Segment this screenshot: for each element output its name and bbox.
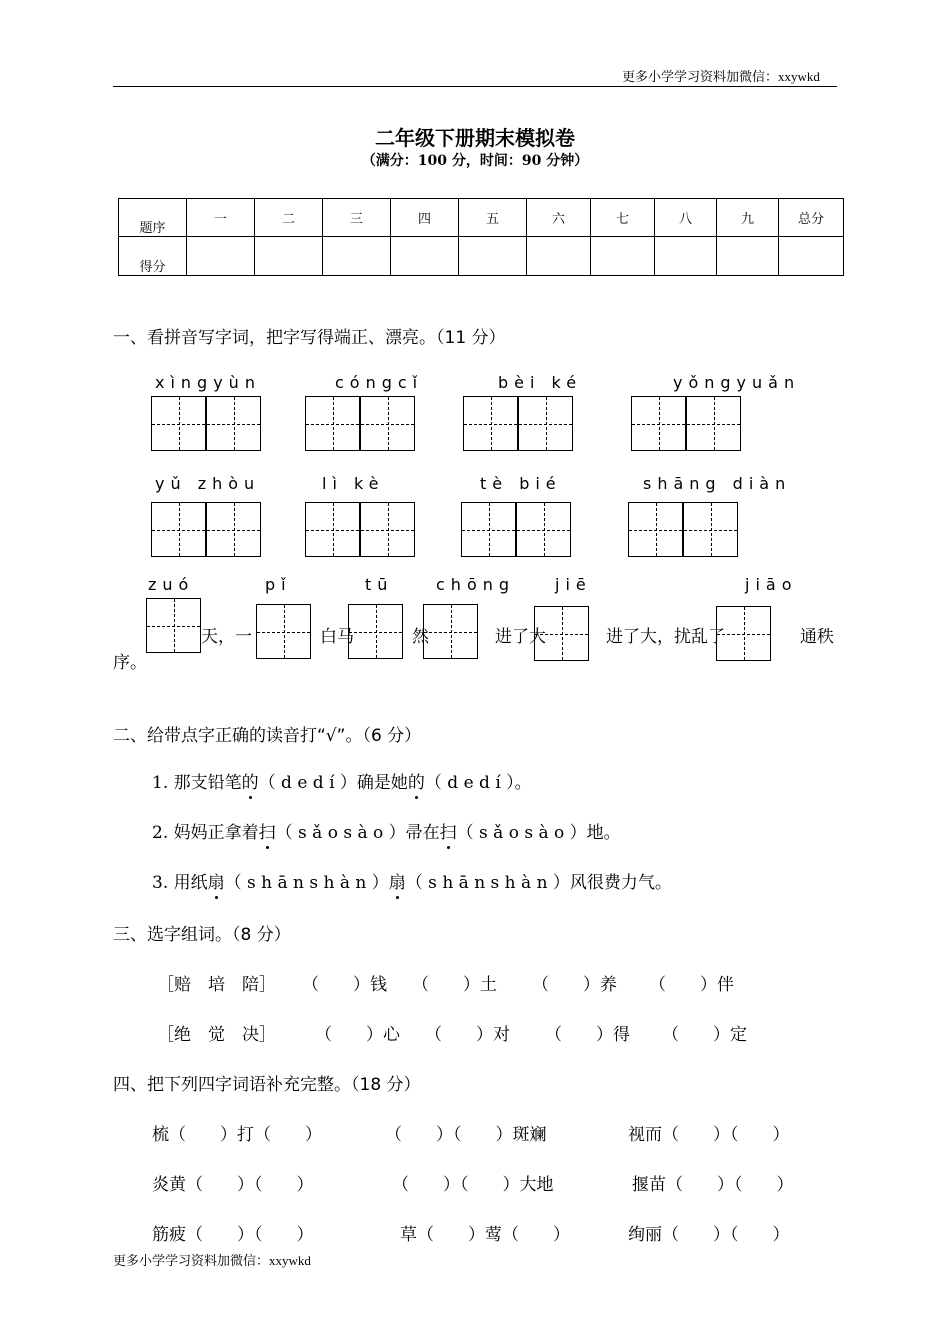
section3-title: 三、选字组词。（8 分） xyxy=(113,925,291,945)
writing-box[interactable] xyxy=(305,502,360,557)
score-header-cell: 六 xyxy=(527,199,591,237)
word-blank[interactable]: （ ）伴 xyxy=(649,975,734,995)
writing-box[interactable] xyxy=(716,606,771,661)
q3-text-c[interactable]: （ s h ā n s h à n ）风很费力气。 xyxy=(405,873,672,893)
section1-title: 一、看拼音写字词，把字写得端正、漂亮。（11 分） xyxy=(113,328,506,348)
pinyin-label: bèi ké xyxy=(498,373,583,392)
idiom-blank[interactable]: 炎黄（ ）（ ） xyxy=(152,1175,314,1195)
writing-box[interactable] xyxy=(686,396,741,451)
score-header-cell: 八 xyxy=(655,199,717,237)
writing-box[interactable] xyxy=(518,396,573,451)
dotted-char: 扇 xyxy=(388,873,406,893)
pinyin-label: cóngcǐ xyxy=(335,373,424,392)
score-cell[interactable] xyxy=(459,237,527,276)
writing-box[interactable] xyxy=(463,396,518,451)
q2-text-a: 2. 妈妈正拿着 xyxy=(152,823,259,843)
writing-box[interactable] xyxy=(146,598,201,653)
dotted-char: 扇 xyxy=(207,873,225,893)
sentence-text: 进了大 xyxy=(495,627,546,647)
writing-box[interactable] xyxy=(151,502,206,557)
idiom-blank[interactable]: 绚丽（ ）（ ） xyxy=(628,1225,790,1245)
sentence-text: 通秩 xyxy=(800,627,834,647)
question-1 xyxy=(152,768,532,793)
word-blank[interactable]: （ ）钱 xyxy=(302,975,387,995)
q1-text-c[interactable]: （ d e d í ）。 xyxy=(424,773,532,793)
score-row-label: 得分 xyxy=(119,237,187,276)
score-cell[interactable] xyxy=(323,237,391,276)
pinyin-label: jiāo xyxy=(745,575,798,594)
pinyin-label: tè bié xyxy=(480,474,562,493)
pinyin-label: zuó xyxy=(148,575,195,594)
writing-box[interactable] xyxy=(516,502,571,557)
score-cell[interactable] xyxy=(527,237,591,276)
pinyin-label: xìngyùn xyxy=(155,373,261,392)
section4-title: 四、把下列四字词语补充完整。（18 分） xyxy=(113,1075,421,1095)
score-header-cell: 二 xyxy=(255,199,323,237)
score-header-cell: 七 xyxy=(591,199,655,237)
header-rule xyxy=(113,86,837,87)
pinyin-label: tū xyxy=(365,575,394,594)
idiom-blank[interactable]: 梳（ ）打（ ） xyxy=(152,1125,322,1145)
q3-text-a: 3. 用纸 xyxy=(152,873,208,893)
writing-box[interactable] xyxy=(348,604,403,659)
word-blank[interactable]: （ ）养 xyxy=(532,975,617,995)
dotted-char: 的 xyxy=(407,773,425,793)
q2-text-c[interactable]: （ s ǎ o s à o ）地。 xyxy=(456,823,621,843)
section2-title: 二、给带点字正确的读音打“√”。（6 分） xyxy=(113,726,422,746)
score-header-cell: 总分 xyxy=(779,199,844,237)
score-cell[interactable] xyxy=(717,237,779,276)
score-cell[interactable] xyxy=(591,237,655,276)
footer-note: 更多小学学习资料加微信：xxywkd xyxy=(113,1253,311,1268)
sentence-text: 进了大，扰乱了 xyxy=(606,627,725,647)
idiom-blank[interactable]: 揠苗（ ）（ ） xyxy=(632,1175,794,1195)
char-group: ［赔 培 陪］ xyxy=(157,975,276,995)
idiom-blank[interactable]: 草（ ）莺（ ） xyxy=(400,1225,570,1245)
writing-box[interactable] xyxy=(206,502,261,557)
score-header-cell: 题序 xyxy=(119,199,187,237)
sentence-text: 天，一 xyxy=(201,627,252,647)
writing-box[interactable] xyxy=(305,396,360,451)
pinyin-label: yǒngyuǎn xyxy=(673,373,801,392)
score-table xyxy=(118,198,844,276)
header-note: 更多小学学习资料加微信：xxywkd xyxy=(622,69,820,84)
score-header-cell: 五 xyxy=(459,199,527,237)
sentence-text: 白马 xyxy=(320,627,354,647)
writing-box[interactable] xyxy=(256,604,311,659)
word-blank[interactable]: （ ）得 xyxy=(545,1025,630,1045)
word-blank[interactable]: （ ）对 xyxy=(425,1025,510,1045)
dotted-char: 扫 xyxy=(439,823,457,843)
q2-text-b[interactable]: （ s ǎ o s à o ）帚在 xyxy=(275,823,440,843)
writing-box[interactable] xyxy=(628,502,683,557)
score-cell[interactable] xyxy=(391,237,459,276)
score-header-cell: 三 xyxy=(323,199,391,237)
char-group: ［绝 觉 决］ xyxy=(157,1025,276,1045)
writing-box[interactable] xyxy=(206,396,261,451)
dotted-char: 扫 xyxy=(258,823,276,843)
score-header-cell: 四 xyxy=(391,199,459,237)
pinyin-label: yǔ zhòu xyxy=(155,474,261,493)
score-cell[interactable] xyxy=(255,237,323,276)
q1-text-b[interactable]: （ d e d í ）确是她 xyxy=(258,773,408,793)
writing-box[interactable] xyxy=(461,502,516,557)
writing-box[interactable] xyxy=(683,502,738,557)
page-title: 二年级下册期末模拟卷 xyxy=(375,126,575,150)
pinyin-label: chōng xyxy=(436,575,516,594)
pinyin-label: pǐ xyxy=(265,575,292,594)
pinyin-label: lì kè xyxy=(322,474,385,493)
word-blank[interactable]: （ ）土 xyxy=(412,975,497,995)
writing-box[interactable] xyxy=(423,604,478,659)
idiom-blank[interactable]: 筋疲（ ）（ ） xyxy=(152,1225,314,1245)
score-header-cell: 一 xyxy=(187,199,255,237)
q1-text-a: 1. 那支铅笔 xyxy=(152,773,242,793)
word-blank[interactable]: （ ）心 xyxy=(315,1025,400,1045)
dotted-char: 的 xyxy=(241,773,259,793)
sentence-text: 然 xyxy=(412,627,429,647)
score-header-cell: 九 xyxy=(717,199,779,237)
writing-box[interactable] xyxy=(631,396,686,451)
page-subtitle: （满分：100 分，时间：90 分钟） xyxy=(361,153,589,169)
writing-box[interactable] xyxy=(360,396,415,451)
sentence-end: 序。 xyxy=(113,653,147,673)
idiom-blank[interactable]: （ ）（ ）斑斓 xyxy=(385,1125,547,1145)
pinyin-label: jiē xyxy=(555,575,592,594)
word-blank[interactable]: （ ）定 xyxy=(662,1025,747,1045)
writing-box[interactable] xyxy=(360,502,415,557)
idiom-blank[interactable]: （ ）（ ）大地 xyxy=(392,1175,554,1195)
score-cell[interactable] xyxy=(655,237,717,276)
question-3 xyxy=(152,868,672,893)
writing-box[interactable] xyxy=(151,396,206,451)
idiom-blank[interactable]: 视而（ ）（ ） xyxy=(628,1125,790,1145)
q3-text-b[interactable]: （ s h ā n s h à n ） xyxy=(224,873,389,893)
score-cell[interactable] xyxy=(187,237,255,276)
writing-box[interactable] xyxy=(534,606,589,661)
question-2 xyxy=(152,818,621,843)
score-cell[interactable] xyxy=(779,237,844,276)
pinyin-label: shāng diàn xyxy=(643,474,792,493)
